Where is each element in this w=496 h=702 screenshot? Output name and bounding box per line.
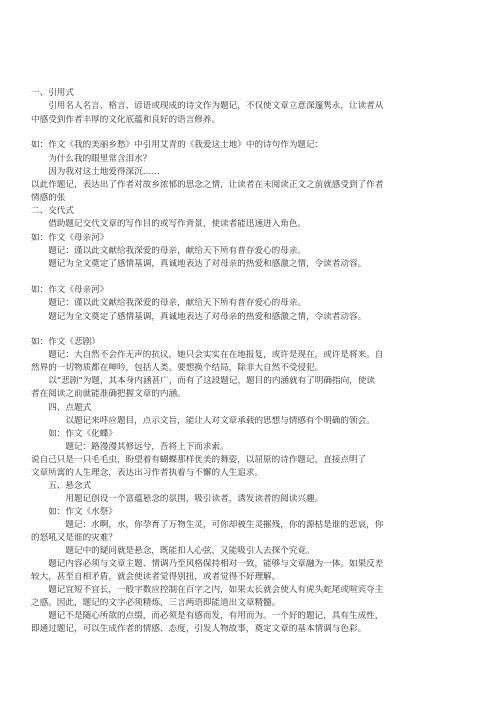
text-line: 为什么我的眼里常含泪水？ <box>31 154 152 164</box>
text-line: 如：作文《我的美丽乡愁》中引用艾青的《我爱这土地》中的诗句作为题记： <box>31 140 324 150</box>
text-line: 二、交代式 <box>31 206 74 216</box>
text-line: 题记：谨以此文献给我深爱的母亲，献给天下所有普存爱心的母亲。 <box>31 298 307 308</box>
text-line: 如：作文《化蝶》 <box>31 429 117 439</box>
text-line: 如：作文《水祭》 <box>31 507 117 517</box>
text-line: 以题记来呼应题目，点示文旨，能让人对文章承载的思想与情感有个明确的领会。 <box>31 416 375 426</box>
text-line: 说自己只是一只毛毛虫，盼望着有蝴蝶那样优美的舞姿，以屈原的诗作题记，直接点明了 <box>31 455 367 465</box>
text-line: 如：作文《悲剧》 <box>31 337 100 347</box>
text-line: 一、引用式 <box>31 88 74 98</box>
text-line: 者在阅读之前就能准确把握文章的内涵。 <box>31 389 186 399</box>
text-line: 然界的一切物质都在呻吟，包括人类。要想换个结局，除非大自然不受侵犯。 <box>31 363 324 373</box>
text-line: 以“悲剧”为题，其本身内涵甚广，而有了这段题记，题目的内涵就有了明确指向，使读 <box>31 376 375 386</box>
text-line: 题记为全文奠定了感情基调，真诚地表达了对母亲的热爱和感激之情，令读者动容。 <box>31 259 367 269</box>
text-line: 题记为全文奠定了感情基调，真诚地表达了对母亲的热爱和感激之情，令读者动容。 <box>31 312 367 322</box>
text-line: 题记：谨以此文献给我深爱的母亲，献给天下所有普存爱心的母亲。 <box>31 246 307 256</box>
text-line: 的怒吼又是谁的灾难？ <box>31 533 117 543</box>
text-line: 较大，甚至自相矛盾，就会使读者觉得别扭，或者觉得不好理解。 <box>31 572 281 582</box>
text-line: 用题记创设一个富蕴悬念的氛围，吸引读者，诱发读者的阅读兴趣。 <box>31 494 324 504</box>
text-line: 中感受到作者丰厚的文化底蕴和良好的语言修养。 <box>31 115 221 125</box>
text-line: 题记中的疑问就是悬念，既能扣人心弦，又能吸引人去探个究竟。 <box>31 546 315 556</box>
text-line: 题记：水啊，水，你孕育了万物生灵，可你却被生灵摧残，你的源枯是谁的悲哀，你 <box>31 520 384 530</box>
text-line: 因为我对这土地爱得深沉…… <box>31 167 160 177</box>
text-line: 题记内容必须与文章主题、情调乃至风格保持相对一致，能够与文章融为一体。如果反差 <box>31 559 384 569</box>
text-line: 借助题记交代文章的写作目的或写作背景，使读者能迅速进入角色。 <box>31 219 307 229</box>
text-line: 引用名人名言、格言、谚语或现成的诗文作为题记，不仅使文章立意深邃隽永，让读者从 <box>31 101 384 111</box>
text-line: 文章所寓的人生理念，表达出习作者执着与不懈的人生追求。 <box>31 468 264 478</box>
text-line: 题记：大自然不会作无声的抗议，她只会实实在在地报复，或许是现在，或许是将来。自 <box>31 350 384 360</box>
text-line: 之感。因此，题记的文字必须精炼，三言两语即能道出文章精髓。 <box>31 598 281 608</box>
text-line: 情感的张 <box>31 193 66 203</box>
text-line: 五、悬念式 <box>31 481 92 491</box>
text-line: 题记不是随心所欲的点缀，而必须是有感而发，有用而为。一个好的题记，具有生成性， <box>31 611 384 621</box>
text-line: 即通过题记，可以生成作者的情感、态度，引发人物故事，奠定文章的基本情调与色彩。 <box>31 624 367 634</box>
text-line: 以此作题记，表达出了作者对故乡浓郁的思念之情，让读者在未阅读正文之前就感受到了作者 <box>31 180 384 190</box>
text-line: 四、点题式 <box>31 403 92 413</box>
text-line: 如：作文《母亲河》 <box>31 233 109 243</box>
text-line: 题记：路漫漫其修远兮，吾将上下而求索。 <box>31 442 229 452</box>
text-line: 如：作文《母亲河》 <box>31 285 109 295</box>
text-line: 题记宜短不宜长，一般字数应控制在百字之内，如果太长就会使人有虎头蛇尾或喧宾夺主 <box>31 585 384 595</box>
